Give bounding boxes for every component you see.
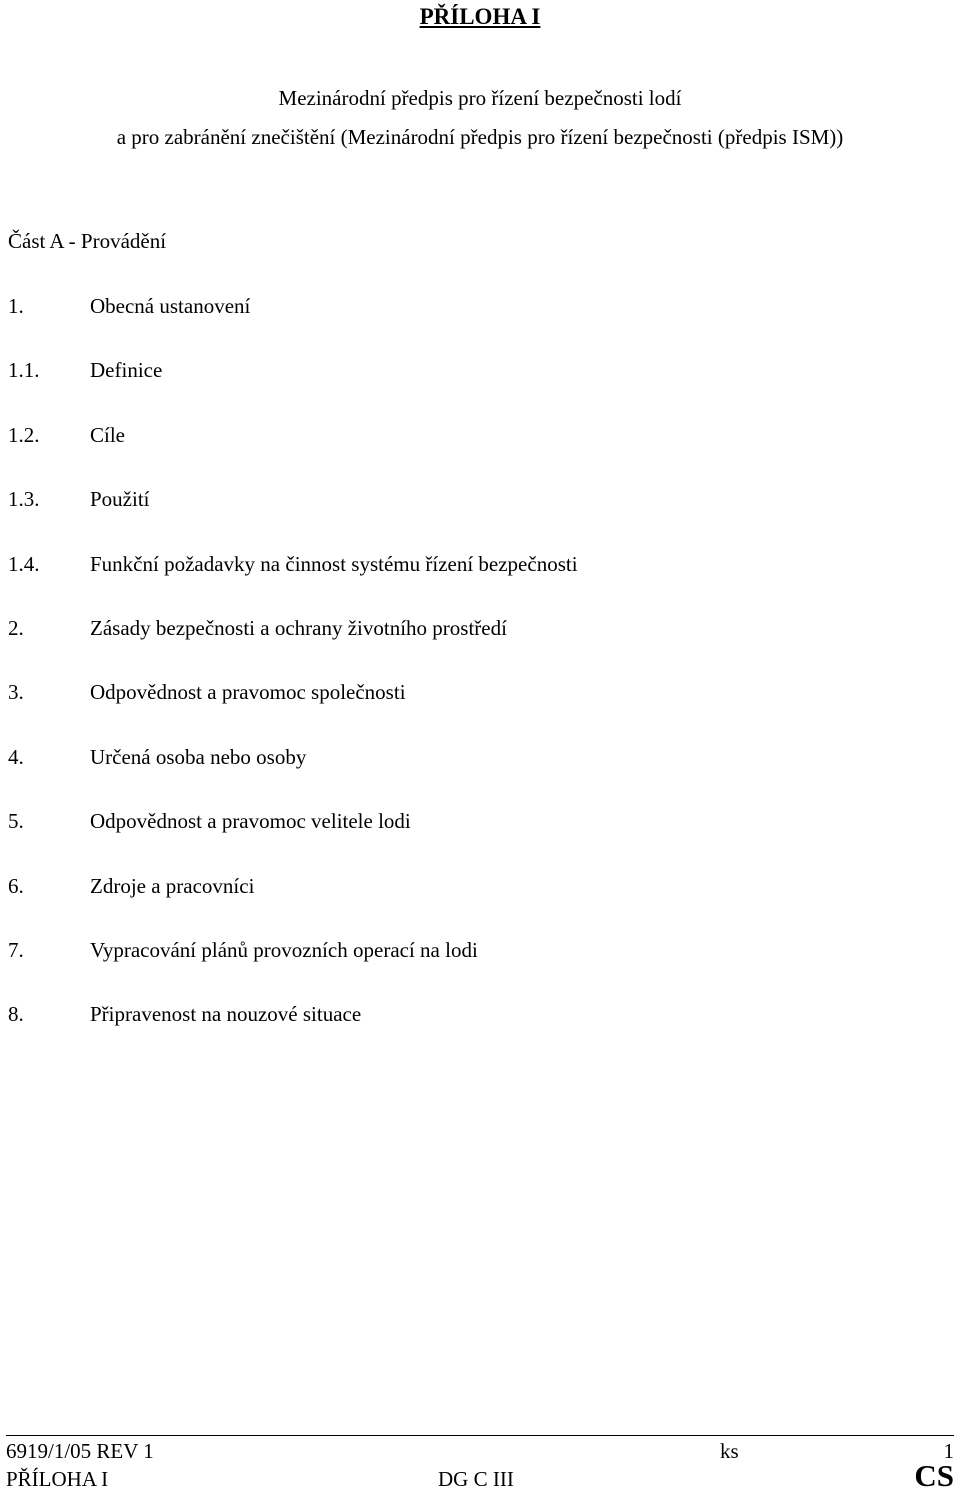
toc-item-label: Připravenost na nouzové situace bbox=[90, 1002, 362, 1027]
toc-item bbox=[8, 936, 908, 1000]
table-of-contents bbox=[8, 292, 908, 1065]
toc-item-label: Vypracování plánů provozních operací na lodi bbox=[90, 937, 478, 962]
toc-item bbox=[8, 550, 908, 614]
footer-annex-label: PŘÍLOHA I bbox=[6, 1467, 109, 1491]
toc-item bbox=[8, 614, 908, 678]
toc-item bbox=[8, 356, 908, 420]
toc-item bbox=[8, 872, 908, 936]
document-heading-line-1: Mezinárodní předpis pro řízení bezpečnosti lodí bbox=[278, 86, 682, 110]
toc-item bbox=[8, 678, 908, 742]
toc-item-label: Odpovědnost a pravomoc velitele lodi bbox=[90, 809, 411, 834]
footer-language-code: CS bbox=[914, 1458, 954, 1493]
toc-item-label: Zásady bezpečnosti a ochrany životního prostředí bbox=[90, 615, 507, 640]
toc-item-number: 5. bbox=[8, 809, 24, 834]
toc-item-number: 1.3. bbox=[8, 487, 40, 512]
footer-divider bbox=[6, 1435, 954, 1436]
toc-item-number: 8. bbox=[8, 1002, 24, 1027]
toc-item-number: 1.4. bbox=[8, 551, 40, 576]
toc-item bbox=[8, 485, 908, 549]
toc-item-label: Funkční požadavky na činnost systému řízení bezpečnosti bbox=[90, 551, 578, 576]
toc-item bbox=[8, 743, 908, 807]
footer-document-reference: 6919/1/05 REV 1 bbox=[6, 1439, 154, 1463]
toc-item-number: 6. bbox=[8, 873, 24, 898]
toc-item-label: Cíle bbox=[90, 422, 125, 447]
toc-item-number: 2. bbox=[8, 615, 24, 640]
toc-item-label: Zdroje a pracovníci bbox=[90, 873, 255, 898]
part-title: Část A - Provádění bbox=[8, 229, 167, 253]
footer-page-number: 1 bbox=[943, 1439, 954, 1463]
toc-item bbox=[8, 807, 908, 871]
toc-item-number: 1.2. bbox=[8, 422, 40, 447]
toc-item-label: Určená osoba nebo osoby bbox=[90, 744, 307, 769]
toc-item-label: Definice bbox=[90, 358, 163, 383]
toc-item-number: 1. bbox=[8, 294, 24, 318]
toc-item-number: 3. bbox=[8, 680, 24, 705]
document-heading-line-2: a pro zabránění znečištění (Mezinárodní předpis pro řízení bezpečnosti (předpis ISM)) bbox=[116, 125, 844, 149]
toc-item-number: 4. bbox=[8, 744, 24, 769]
toc-item-number: 1.1. bbox=[8, 358, 40, 383]
footer-directorate: DG C III bbox=[438, 1467, 514, 1491]
toc-item bbox=[8, 1000, 908, 1064]
toc-item-number: 7. bbox=[8, 937, 24, 962]
toc-item-label: Obecná ustanovení bbox=[90, 294, 251, 318]
toc-item bbox=[8, 292, 908, 356]
page-footer bbox=[6, 1435, 954, 1491]
page-title: PŘÍLOHA I bbox=[419, 4, 541, 29]
footer-initials: ks bbox=[720, 1439, 739, 1463]
toc-item bbox=[8, 421, 908, 485]
toc-item-label: Odpovědnost a pravomoc společnosti bbox=[90, 680, 406, 705]
toc-item-label: Použití bbox=[90, 487, 150, 512]
